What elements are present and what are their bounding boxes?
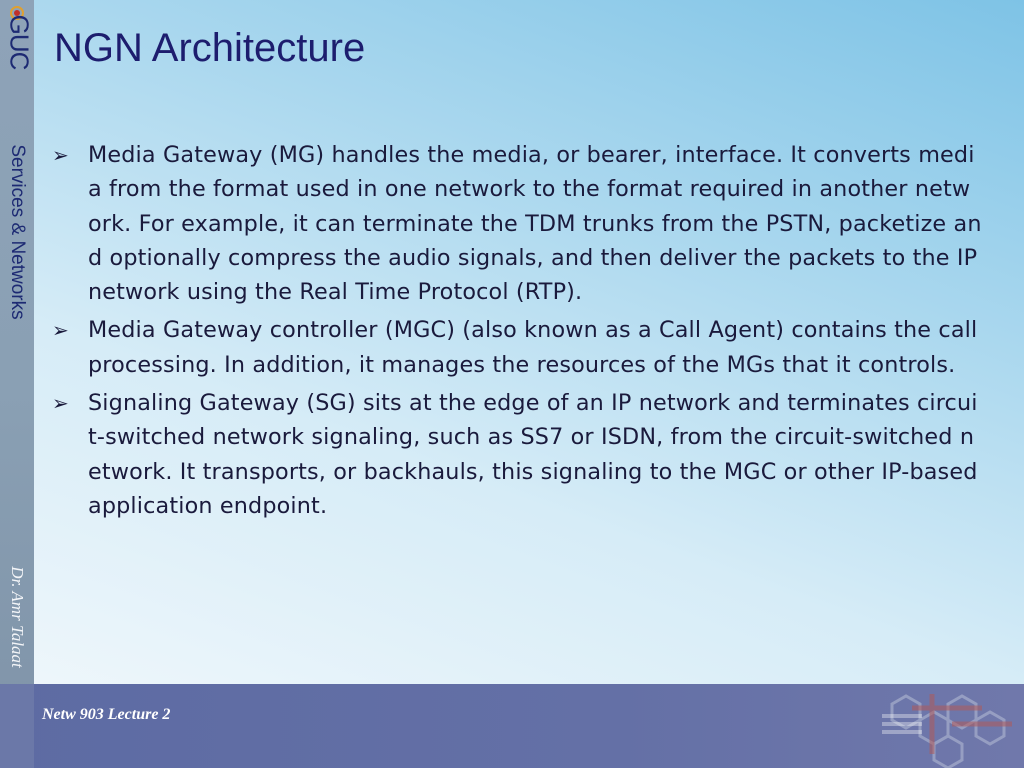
guc-logo [2, 2, 35, 84]
bullet-list [52, 138, 982, 527]
arrow-bullet-icon: ➢ [52, 318, 69, 343]
bullet-item-media-gateway-controller [52, 313, 982, 382]
bullet-item-signaling-gateway [52, 386, 982, 523]
bullet-item-media-gateway [52, 138, 982, 309]
slide-title: NGN Architecture [54, 26, 366, 70]
bullet-text: Signaling Gateway (SG) sits at the edge of an IP network and terminates circuit-switched network signaling, such as SS7 or ISDN, from the circuit-switched network. It transports, or backhauls, this signaling to the MGC or other IP-based application endpoint. [88, 390, 978, 519]
footer-bar [0, 684, 1024, 768]
logo-text: GUC [4, 14, 35, 70]
hexagon-network-decoration-icon [872, 684, 1024, 768]
arrow-bullet-icon: ➢ [52, 143, 69, 167]
arrow-bullet-icon: ➢ [52, 391, 69, 416]
footer-lecture-label: Netw 903 Lecture 2 [42, 706, 171, 723]
bullet-text: Media Gateway controller (MGC) (also known as a Call Agent) contains the call processing. In addition, it manages the resources of the MGs that it controls. [88, 317, 978, 378]
course-name-vertical: Services & Networks [7, 144, 28, 320]
left-sidebar [0, 0, 34, 768]
footer-left-block [0, 684, 34, 768]
bullet-text: Media Gateway (MG) handles the media, or bearer, interface. It converts media from the format used in one network to the format required in another network. For example, it can terminate the TDM trunks from the PSTN, packetize and optionally compress the audio signals, and then deliver the packets to the IP network using the Real Time Protocol (RTP). [88, 142, 982, 306]
author-name-vertical: Dr. Amr Talaat [8, 566, 27, 668]
